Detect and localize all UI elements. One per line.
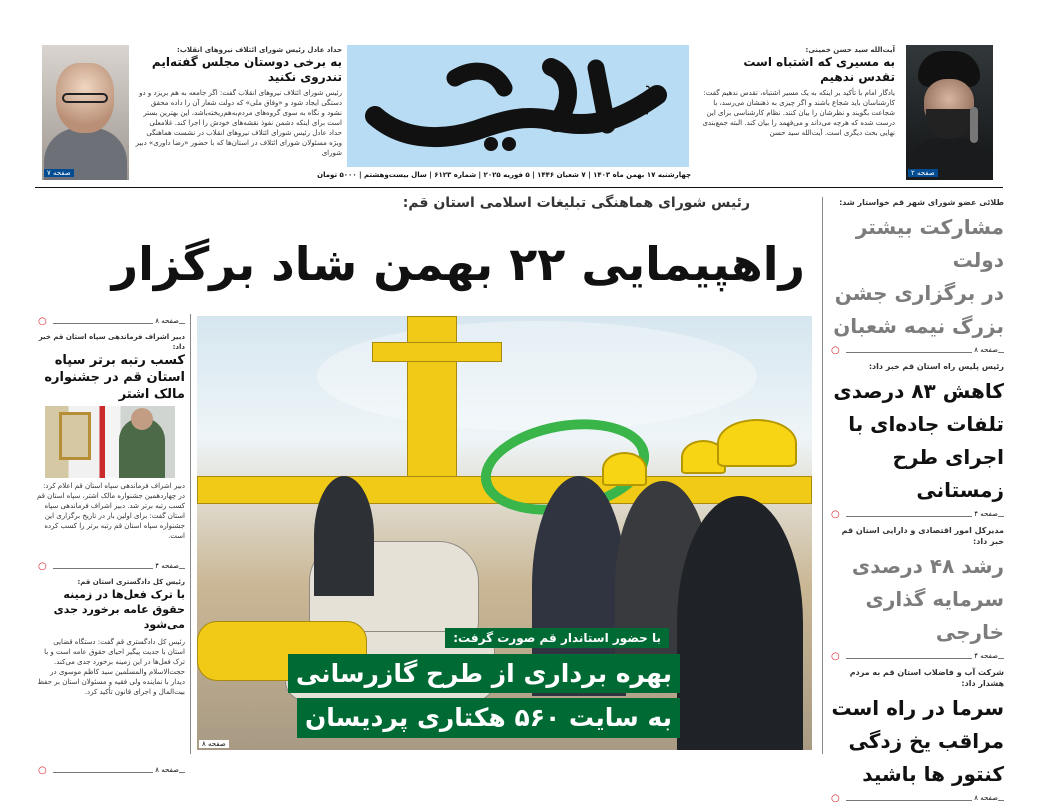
yellow-helmet	[717, 419, 797, 467]
story-title[interactable]: کسب رتبه برتر سپاه استان قم در جشنواره مالک اشتر	[44, 353, 185, 402]
page-reference: صفحه ۸	[155, 317, 179, 325]
sky-graphic	[317, 321, 757, 431]
story-kicker: شرکت آب و فاضلاب استان قم به مردم هشدار داد:	[849, 668, 1004, 688]
story-title-line-1[interactable]: رشد ۴۸ درصدی	[851, 554, 1004, 578]
story-kicker: رئیس کل دادگستری استان قم:	[77, 578, 185, 586]
photo-page-label: صفحه ۸	[199, 740, 229, 748]
column-divider	[828, 347, 1004, 357]
column-divider	[35, 318, 185, 328]
photographer	[314, 476, 374, 596]
story-kicker: مدیرکل امور اقتصادی و دارایی استان قم خبر داد:	[841, 526, 1004, 546]
newspaper-logo	[365, 50, 671, 155]
story-title-line-2[interactable]: سرمایه گذاری خارجی	[865, 587, 1004, 644]
microphone-icon	[970, 107, 978, 143]
page-reference: صفحه ۸	[155, 766, 179, 774]
right-news-column[interactable]	[828, 197, 1004, 802]
story-title-line-2[interactable]: مراقب یخ زدگی	[848, 729, 1004, 753]
photo-page-label: صفحه ۲	[908, 169, 938, 177]
right-column-rule	[822, 197, 823, 754]
story-title-line-2: تقدس ندهیم	[820, 70, 895, 84]
story-body: رئیس شورای ائتلاف نیروهای انقلاب گفت: اگر جامعه به هم بریزد و دو دستگی ایجاد شود و «وفاق ملی» که دولت شعار آن را داده محقق نشود و نگاه به سوی گروه‌های مردم‌به‌هم‌ریخته‌باشد، این بهترین بستر است برای اینکه دشمن نفوذ نقشه‌های خودش را اجرا کند. غلامعلی حداد عادل رئیس شورای ائتلاف نیروهای انقلاب در نشست هماهنگی ویژه مسئولان شورای ائتلاف در استان‌ها که با حضور «رضا داوری» دبیر شورای	[135, 89, 342, 157]
story-title-line-2[interactable]: در برگزاری جشن	[834, 281, 1004, 305]
story-title-line-3[interactable]: بزرگ نیمه شعبان	[833, 314, 1004, 338]
story-title-line-1[interactable]: سرما در راه است	[831, 696, 1004, 720]
story-title-line-1: به برخی دوستان مجلس گفته‌ایم	[151, 55, 342, 69]
story-title[interactable]: با ترک فعل‌ها در زمینه حقوق عامه برخورد جدی می‌شود	[53, 588, 185, 631]
story-kicker: حداد عادل رئیس شورای ائتلاف نیروهای انقلاب:	[177, 46, 342, 54]
date-line: چهارشنبه ۱۷ بهمن ماه ۱۴۰۳ | ۷ شعبان ۱۴۴۶ | ۵ فوریه ۲۰۲۵ | شماره ۶۱۲۳ | سال بیست‌وهشتم | ۵۰۰۰ تومان	[317, 171, 691, 179]
page-reference: صفحه ۸	[974, 794, 998, 802]
story-kicker: دبیر اشراف فرماندهی سپاه استان قم خبر داد:	[38, 333, 185, 351]
yellow-helmet	[602, 452, 647, 486]
glasses-graphic	[62, 93, 108, 103]
photo-caption-line-1: بهره برداری از طرح گازرسانی	[288, 654, 680, 693]
column-divider	[35, 563, 185, 573]
column-divider	[828, 511, 1004, 521]
lead-photo[interactable]	[197, 316, 812, 750]
framed-portrait	[59, 412, 91, 460]
story-title-line-1: به مسیری که اشتباه است	[743, 55, 895, 69]
page-reference: صفحه ۴	[974, 652, 998, 660]
haddad-adel-photo	[42, 45, 129, 180]
story-title-line-2[interactable]: تلفات جاده‌ای با	[848, 412, 1004, 436]
lead-headline[interactable]: راهپیمایی ۲۲ بهمن شاد برگزار	[111, 237, 805, 291]
photo-caption-line-2: به سایت ۵۶۰ هکتاری پردیسان	[297, 698, 680, 738]
page-reference: صفحه ۴	[155, 562, 179, 570]
hassan-khomeini-photo	[906, 45, 993, 180]
lead-supertitle: رئیس شورای هماهنگی تبلیغات اسلامی استان قم:	[402, 195, 750, 211]
column-divider	[828, 653, 1004, 663]
column-divider	[35, 767, 185, 777]
logo-subtitle: روزنامه	[641, 85, 650, 115]
story-body: یادگار امام با تأکید بر اینکه به یک مسیر اشتباه، تقدس ندهیم گفت: کارشناسان باید شجاع باشند و اگر چیزی به ذهنشان می‌رسد، با شجاعت بگویند و نظرشان را بیان کنند. نظام کارشناسی برای این درست شده که هرچه می‌داند و می‌فهمد را بیان کند. البته جمع‌بندی نهایی بحث دیگری است. آیت‌الله سید حسن	[702, 89, 895, 137]
story-kicker: آیت‌الله سید حسن خمینی:	[805, 46, 895, 54]
story-title-line-3[interactable]: اجرای طرح زمستانی	[892, 445, 1004, 502]
story-title-line-1[interactable]: مشارکت بیشتر دولت	[855, 215, 1004, 272]
story-title-line-1[interactable]: کاهش ۸۳ درصدی	[833, 379, 1004, 403]
story-body: دبیر اشراف فرماندهی سپاه استان قم اعلام کرد: در چهاردهمین جشنواره مالک اشتر، سپاه استان قم کسب رتبه برتر شد. دبیر اشراف فرماندهی سپاه استان گفت: برای اولین بار در تاریخ برگزاری این جشنواره سپاه استان قم رتبه برتر را کسب کرده است.	[36, 482, 185, 540]
story-title-line-3[interactable]: کنتور ها باشید	[862, 762, 1004, 786]
yellow-pipe	[372, 342, 502, 362]
story-title-line-2: تندروی نکنید	[267, 70, 342, 84]
left-news-column[interactable]	[35, 314, 185, 774]
column-divider	[828, 795, 1004, 805]
beard-graphic	[926, 109, 972, 139]
page-reference: صفحه ۸	[974, 346, 998, 354]
story-body: رئیس کل دادگستری قم گفت: دستگاه قضایی استان با جدیت پیگیر احیای حقوق عامه است و با ترک فعل‌ها در این زمینه برخورد جدی می‌کند. حجت‌الاسلام والمسلمین سید کاظم موسوی در دیدار با نماینده ولی فقیه و مسئولان استان بر حفظ بیت‌المال و اجرای قانون تأکید کرد.	[37, 638, 185, 696]
officer-head	[131, 408, 153, 430]
governor-person	[677, 496, 803, 750]
page-reference: صفحه ۴	[974, 510, 998, 518]
story-kicker: طلائی عضو شورای شهر قم خواستار شد:	[839, 198, 1004, 207]
header-divider	[35, 187, 1003, 188]
top-left-story[interactable]	[135, 45, 342, 185]
top-right-story[interactable]	[696, 45, 895, 185]
story-kicker: رئیس پلیس راه استان قم خبر داد:	[868, 362, 1004, 371]
photo-caption-tag: با حضور استاندار قم صورت گرفت:	[445, 628, 669, 648]
masthead[interactable]	[347, 45, 689, 167]
commander-photo	[45, 406, 175, 478]
photo-page-label: صفحه ۷	[44, 169, 74, 177]
left-column-rule	[190, 314, 191, 754]
